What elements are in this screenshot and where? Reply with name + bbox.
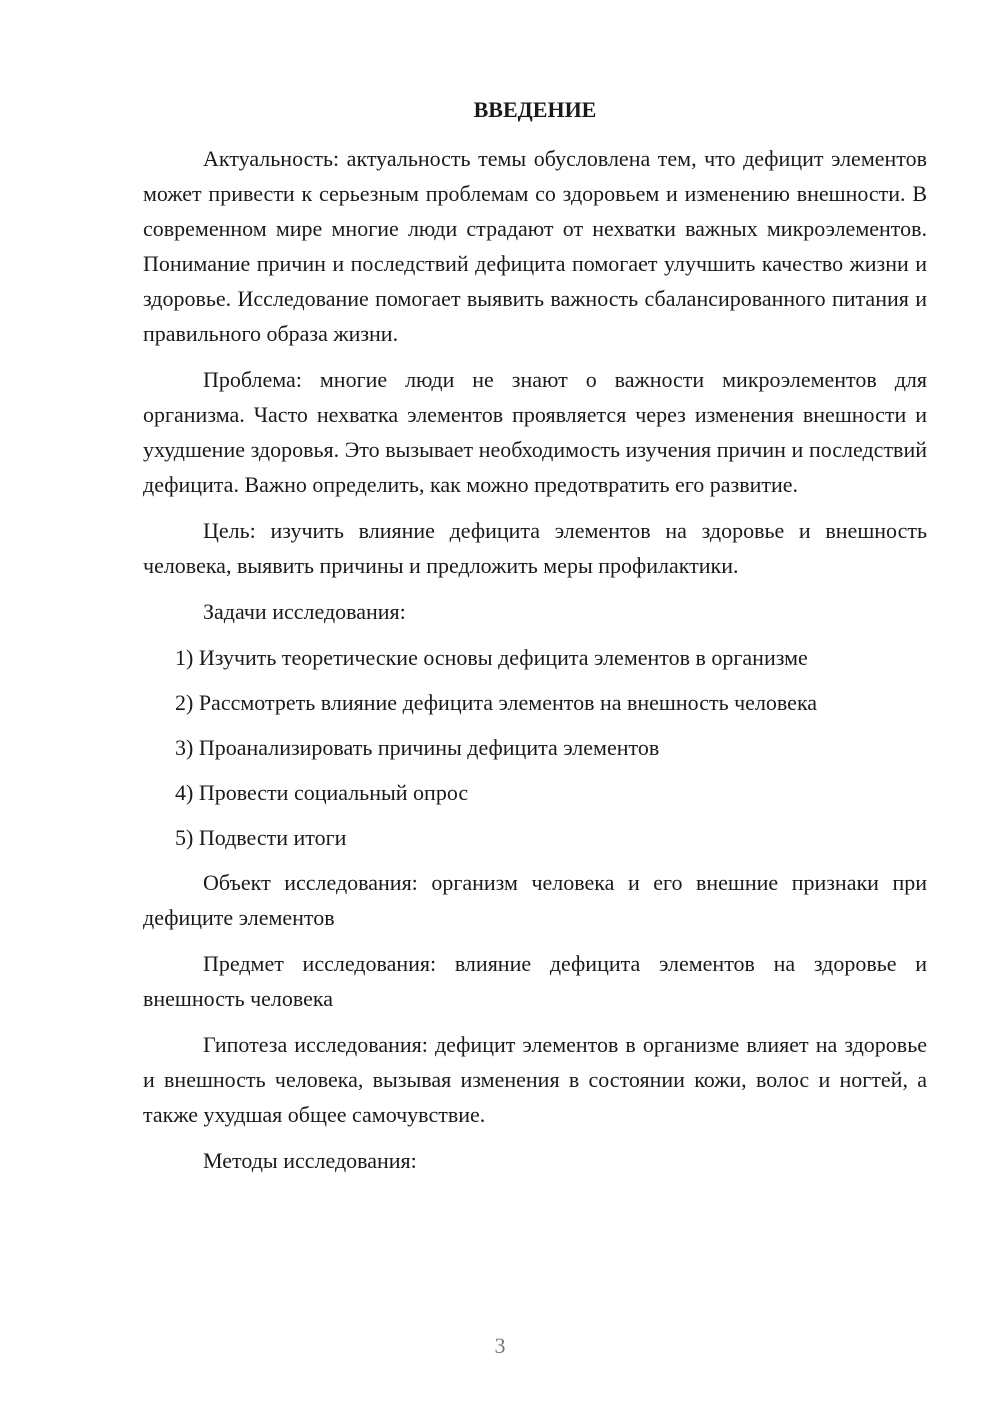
object-paragraph: Объект исследования: организм человека и его внешние признаки при дефиците элементов xyxy=(143,870,927,930)
list-item: 3) Проанализировать причины дефицита элементов xyxy=(175,735,660,760)
relevance-paragraph: Актуальность: актуальность темы обусловлена тем, что дефицит элементов может привести к серьезным проблемам со здоровьем и изменению внешности. В современном мире многие люди страдают от нехватки важных микроэлементов. Понимание причин и последствий дефицита помогает улучшить качество жизни и здоровье. Исследование помогает выявить важность сбалансированного питания и правильного образа жизни. xyxy=(143,146,927,346)
tasks-list xyxy=(143,640,927,855)
list-item: 2) Рассмотреть влияние дефицита элементов на внешность человека xyxy=(175,690,818,715)
list-item: 4) Провести социальный опрос xyxy=(175,780,469,805)
page-number: 3 xyxy=(494,1333,506,1358)
document-page xyxy=(143,94,927,1189)
list-item: 5) Подвести итоги xyxy=(175,825,347,850)
tasks-heading: Задачи исследования: xyxy=(203,599,406,624)
list-item: 1) Изучить теоретические основы дефицита элементов в организме xyxy=(175,645,808,670)
problem-paragraph: Проблема: многие люди не знают о важности микроэлементов для организма. Часто нехватка элементов проявляется через изменения внешности и ухудшение здоровья. Это вызывает необходимость изучения причин и последствий дефицита. Важно определить, как можно предотвратить его развитие. xyxy=(143,367,927,497)
hypothesis-paragraph: Гипотеза исследования: дефицит элементов в организме влияет на здоровье и внешность человека, вызывая изменения в состоянии кожи, волос и ногтей, а также ухудшая общее самочувствие. xyxy=(143,1032,927,1127)
subject-paragraph: Предмет исследования: влияние дефицита элементов на здоровье и внешность человека xyxy=(143,951,927,1011)
goal-paragraph: Цель: изучить влияние дефицита элементов на здоровье и внешность человека, выявить причины и предложить меры профилактики. xyxy=(143,518,927,578)
methods-heading: Методы исследования: xyxy=(203,1148,417,1173)
section-title: ВВЕДЕНИЕ xyxy=(473,97,597,122)
